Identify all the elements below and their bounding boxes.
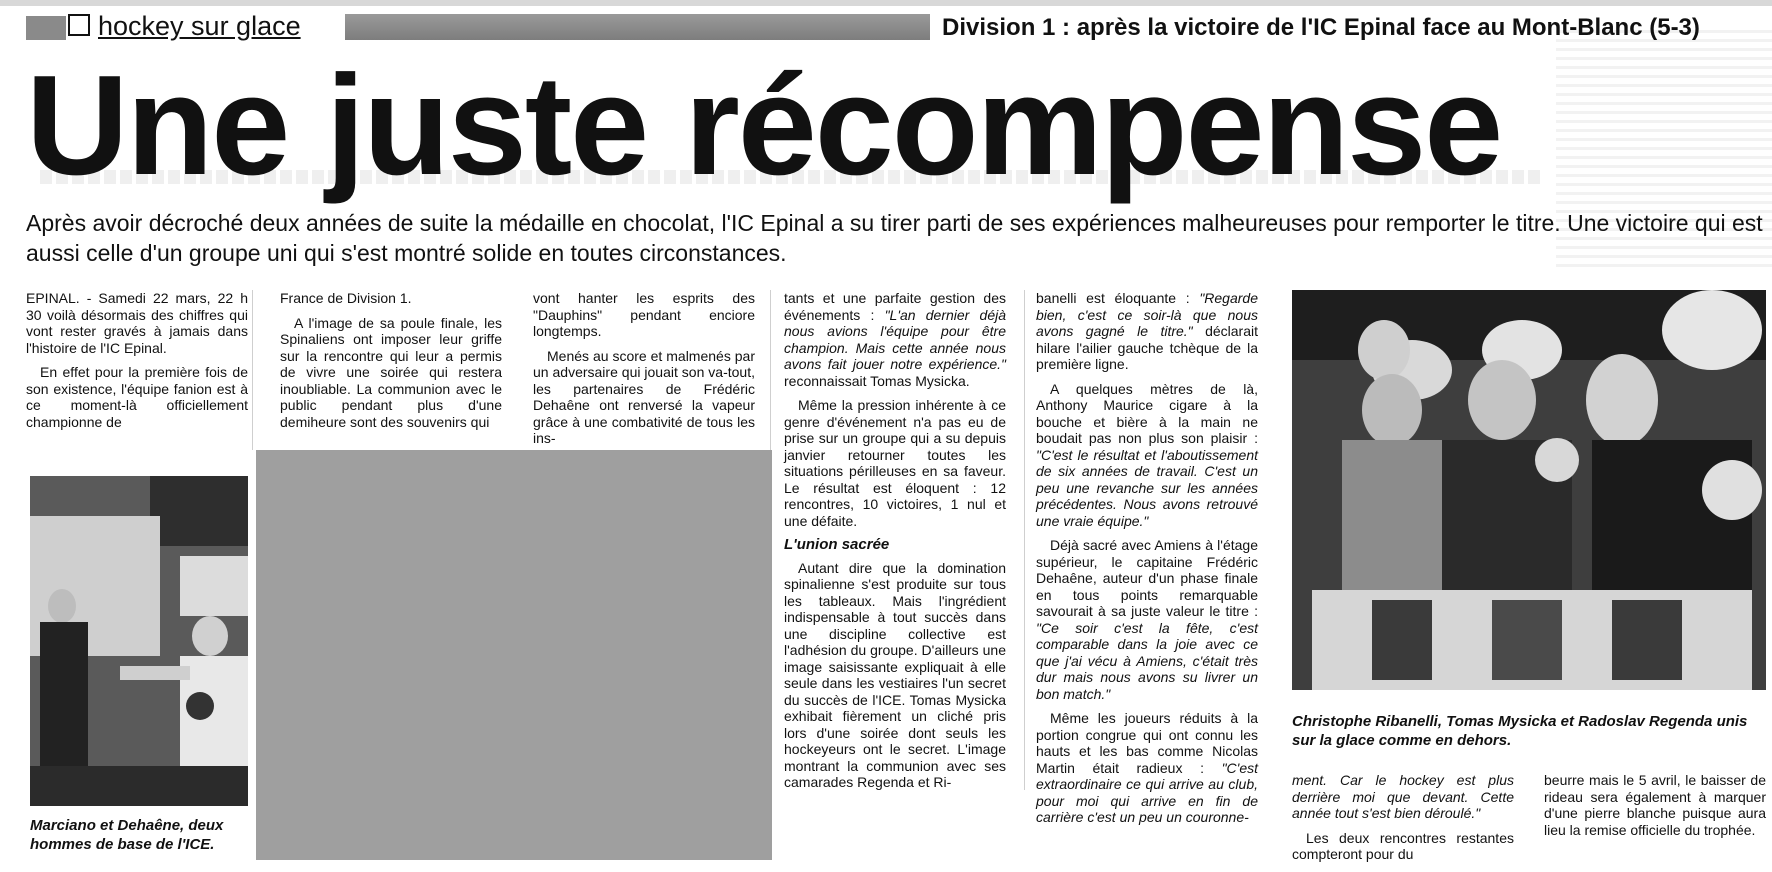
column-2 — [280, 290, 502, 438]
column-4 — [784, 290, 1006, 799]
top-border — [0, 0, 1772, 6]
paragraph — [1036, 290, 1258, 373]
photo-image — [30, 476, 248, 806]
photo-players-celebrating — [1292, 290, 1766, 690]
quote: ment. Car le hockey est plus derrière moi que devant. Cette année tout s'est bien déroulé." — [1292, 772, 1514, 821]
column-rule — [1024, 290, 1025, 790]
paragraph: beurre mais le 5 avril, le baisser de rideau sera également à marquer d'une pierre blanche puisque aura lieu la remise officielle du trophée. — [1544, 772, 1766, 838]
paragraph — [1036, 537, 1258, 702]
quote: "Ce soir c'est la fête, c'est comparable dans la joie avec ce que j'ai vécu à Amiens, c'était très dur mais nous avons su livrer un bon match." — [1036, 619, 1258, 702]
column-5 — [1036, 290, 1258, 834]
headline: Une juste récompense — [26, 46, 1502, 205]
paragraph: EPINAL. - Samedi 22 mars, 22 h 30 voilà désormais des chiffres qui vont rester gravés à jamais dans l'histoire de l'IC Epinal. — [26, 290, 248, 356]
photo-image — [1292, 290, 1766, 690]
subheading: L'union sacrée — [784, 536, 890, 553]
paragraph: En effet pour la première fois de son existence, l'équipe fanion est à ce moment-là officiellement championne de — [26, 364, 248, 430]
paragraph: A l'image de sa poule finale, les Spinaliens ont imposer leur griffe sur la rencontre qui leur a permis de vivre une soirée qui restera inoubliable. La communion avec le public pendant plus d'une demiheure sont des souvenirs qui — [280, 314, 502, 430]
column-3 — [533, 290, 755, 455]
paragraph: Autant dire que la domination spinalienne s'est produite sur tous les tableaux. Mais l'ingrédient indispensable à tout succès dans une discipline collective est l'adhésion du groupe. D'ailleurs une image saisissante expliquait à elle seule dans les vestiaires l'un secret du succès de l'ICE. Tomas Mysicka exhibait fièrement un cliché pris lors d'une soirée dont seuls les hockeyeurs ont le secret. L'image montrant la communion avec ses camarades Regenda et Ri- — [784, 559, 1006, 790]
text: A quelques mètres de là, Anthony Maurice cigare à la bouche et bière à la main ne boudait pas non plus son plaisir : — [1036, 380, 1258, 446]
paragraph — [1036, 381, 1258, 530]
rubric — [68, 10, 301, 42]
standfirst: Après avoir décroché deux années de suite la médaille en chocolat, l'IC Epinal a su tirer parti de ses expériences malheureuses pour remporter le titre. Une victoire qui est aussi celle d'un groupe uni qui s'est montré solide en toutes circonstances. — [26, 210, 1763, 266]
text: banelli est éloquante : — [1036, 290, 1200, 306]
division-title: Division 1 : après la victoire de l'IC Epinal face au Mont-Blanc (5-3) — [942, 14, 1700, 41]
text: tants et une parfaite gestion des événements : — [784, 290, 1006, 323]
column-1 — [26, 290, 248, 438]
paragraph: Même la pression inhérente à ce genre d'événement n'a pas eu de prise sur un groupe qui a su depuis janvier retourner toutes les situations périlleuses en sa faveur. Le résultat est éloquent : 12 rencontres, 10 victoires, 1 nul et une défaite. — [784, 397, 1006, 529]
column-rule — [252, 290, 253, 450]
quote: "Regarde bien, c'est ce soir-là que nous avons gagné le titre." — [1036, 290, 1258, 339]
column-7 — [1544, 772, 1766, 846]
header-band — [345, 14, 930, 40]
photo-caption-right: Christophe Ribanelli, Tomas Mysicka et Radoslav Regenda unis sur la glace comme en dehors. — [1292, 713, 1748, 749]
rubric-label: hockey sur glace — [98, 11, 301, 41]
text: reconnaissait Tomas Mysicka. — [784, 372, 970, 389]
paragraph: France de Division 1. — [280, 290, 412, 306]
paragraph: Menés au score et malmenés par un adversaire qui jouait son va-tout, les partenaires de Frédéric Dehaêne ont renversé la vapeur grâce à une combativité de tous les ins- — [533, 347, 755, 446]
photo-caption-left: Marciano et Dehaêne, deux hommes de base de l'ICE. — [30, 817, 224, 853]
photo-marciano-dehaene — [30, 476, 248, 806]
checkbox-icon — [68, 14, 90, 36]
quote: "C'est extraordinaire ce qui arrive au club, pour moi qui arrive en fin de carrière c'est un peu un couronne- — [1036, 759, 1258, 825]
column-6 — [1292, 772, 1514, 871]
text: Même les joueurs réduits à la portion congrue qui ont connu les hauts et les bas comme Nicolas Martin était radieux : — [1036, 710, 1258, 776]
quote: "C'est le résultat et l'aboutissement de six années de travail. C'est un peu une revanche sur les années précédentes. Nous avons retrouvé une vraie équipe." — [1036, 446, 1258, 529]
rubric-marker — [26, 16, 66, 40]
paragraph: vont hanter les esprits des "Dauphins" pendant enciore longtemps. — [533, 290, 755, 339]
paragraph: Les deux rencontres restantes compteront pour du — [1292, 829, 1514, 862]
quote: "L'an dernier déjà nous avions l'équipe pour être champion. Mais cette année nous avons fait jouer notre expérience." — [784, 306, 1007, 372]
text: Déjà sacré avec Amiens à l'étage supérieur, le capitaine Frédéric Dehaêne, auteur d'un phase finale en tous points remarquable savourait à sa juste valeur le titre : — [1036, 537, 1258, 619]
text: déclarait hilare l'ailier gauche tchèque de la première ligne. — [1036, 323, 1258, 372]
grey-placeholder-box — [256, 450, 772, 860]
paragraph — [1036, 710, 1258, 826]
paragraph — [784, 290, 1006, 389]
